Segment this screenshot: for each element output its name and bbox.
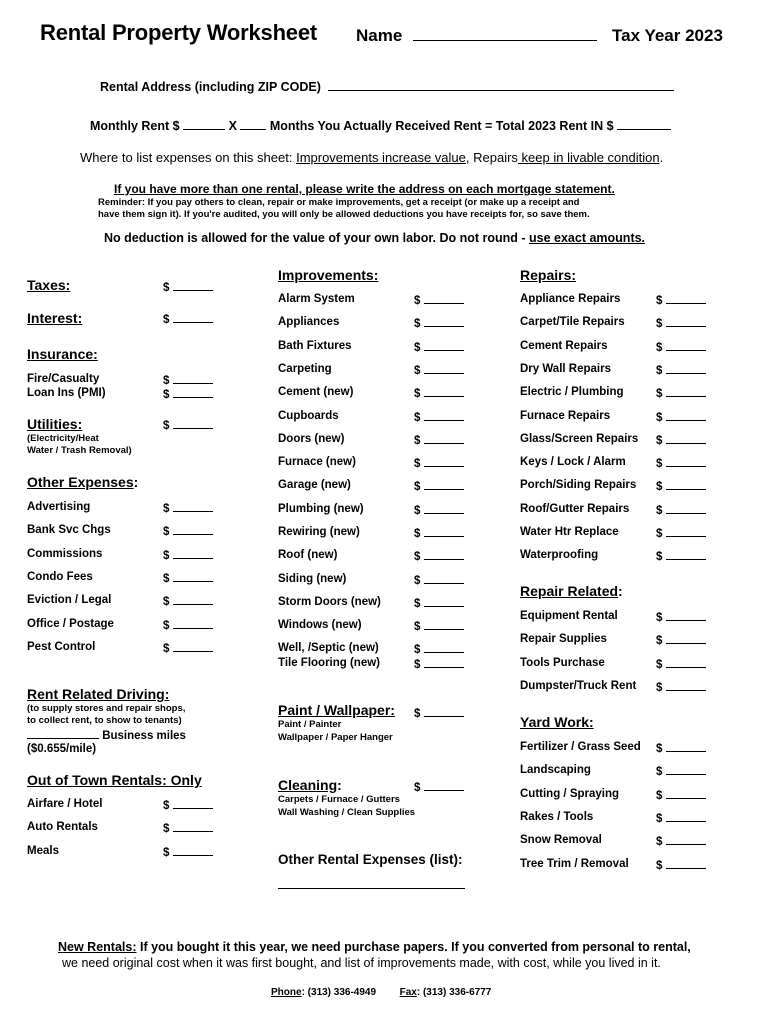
- tile-flooring-new-label: Tile Flooring (new): [278, 657, 381, 669]
- alarm-system-amount: $: [414, 293, 464, 307]
- cleaning-blank[interactable]: [424, 780, 464, 791]
- monthly-rent-blank[interactable]: [183, 119, 225, 130]
- eviction-legal-label: Eviction / Legal: [27, 594, 112, 606]
- meals-label: Meals: [27, 845, 59, 857]
- paint-heading: Paint / Wallpaper:: [278, 702, 395, 718]
- cupboards-label: Cupboards: [278, 410, 339, 422]
- paint-note-2: Wallpaper / Paper Hanger: [278, 732, 393, 743]
- roof-gutter-repairs-blank[interactable]: [666, 503, 706, 514]
- electric-plumbing-blank[interactable]: [666, 386, 706, 397]
- advertising-amount: $: [163, 501, 213, 515]
- snow-removal-label: Snow Removal: [520, 834, 602, 846]
- cement-new-label: Cement (new): [278, 386, 354, 398]
- cutting-spraying-label: Cutting / Spraying: [520, 788, 620, 800]
- tile-flooring-new-blank[interactable]: [424, 657, 464, 668]
- other-rental-blank[interactable]: [278, 878, 465, 889]
- fire-blank[interactable]: [173, 373, 213, 384]
- other-rental-heading: Other Rental Expenses (list):: [278, 852, 463, 867]
- new-rentals-line-2: we need original cost when it was first bought, and list of improvements made, with cost, while you lived in it.: [62, 956, 661, 970]
- miles-blank[interactable]: [27, 728, 99, 739]
- pest-control-blank[interactable]: [173, 641, 213, 652]
- carpet-tile-repairs-label: Carpet/Tile Repairs: [520, 316, 625, 328]
- cement-repairs-amount: $: [656, 340, 706, 354]
- plumbing-new-amount: $: [414, 503, 464, 517]
- alarm-system-blank[interactable]: [424, 293, 464, 304]
- rental-address-line: Rental Address (including ZIP CODE): [100, 80, 674, 94]
- dry-wall-repairs-amount: $: [656, 363, 706, 377]
- where-to-list: Where to list expenses on this sheet: Improvements increase value, Repairs keep in livable condition.: [80, 150, 664, 165]
- no-deduction-note: No deduction is allowed for the value of your own labor. Do not round - use exact amounts.: [104, 231, 646, 245]
- water-htr-replace-label: Water Htr Replace: [520, 526, 619, 538]
- electric-plumbing-label: Electric / Plumbing: [520, 386, 624, 398]
- taxes-heading: Taxes:: [27, 277, 71, 293]
- driving-heading: Rent Related Driving:: [27, 686, 170, 702]
- name-label: Name: [356, 26, 597, 46]
- siding-new-amount: $: [414, 573, 464, 587]
- cleaning-note-1: Carpets / Furnace / Gutters: [278, 794, 400, 805]
- other-expenses-heading: Other Expenses:: [27, 474, 139, 490]
- equipment-rental-blank[interactable]: [666, 610, 706, 621]
- auto-rentals-blank[interactable]: [173, 821, 213, 832]
- bath-fixtures-blank[interactable]: [424, 340, 464, 351]
- porch-siding-repairs-amount: $: [656, 479, 706, 493]
- yard-heading: Yard Work:: [520, 714, 594, 730]
- windows-new-label: Windows (new): [278, 619, 362, 631]
- loan-ins-blank[interactable]: [173, 387, 213, 398]
- eviction-legal-amount: $: [163, 594, 213, 608]
- equipment-rental-amount: $: [656, 610, 706, 624]
- tools-purchase-amount: $: [656, 657, 706, 671]
- keys-lock-alarm-blank[interactable]: [666, 456, 706, 467]
- page-title: Rental Property Worksheet: [40, 20, 318, 45]
- equipment-rental-label: Equipment Rental: [520, 610, 618, 622]
- repairs-heading: Repairs:: [520, 267, 577, 283]
- condo-fees-amount: $: [163, 571, 213, 585]
- windows-new-amount: $: [414, 619, 464, 633]
- cupboards-blank[interactable]: [424, 410, 464, 421]
- meals-amount: $: [163, 845, 213, 859]
- total-rent-blank[interactable]: [617, 119, 671, 130]
- tree-trim-removal-amount: $: [656, 858, 706, 872]
- more-than-one-note: If you have more than one rental, please write the address on each mortgage statement.: [114, 182, 615, 196]
- appliances-label: Appliances: [278, 316, 340, 328]
- landscaping-amount: $: [656, 764, 706, 778]
- reminder-line-1: Reminder: If you pay others to clean, repair or make improvements, get a receipt (or make up a receipt and: [98, 197, 580, 208]
- landscaping-label: Landscaping: [520, 764, 591, 776]
- tools-purchase-blank[interactable]: [666, 657, 706, 668]
- well-septic-new-blank[interactable]: [424, 642, 464, 653]
- porch-siding-repairs-label: Porch/Siding Repairs: [520, 479, 637, 491]
- office-postage-blank[interactable]: [173, 618, 213, 629]
- glass-screen-repairs-blank[interactable]: [666, 433, 706, 444]
- months-blank[interactable]: [240, 119, 266, 130]
- furnace-new-label: Furnace (new): [278, 456, 356, 468]
- roof-new-blank[interactable]: [424, 549, 464, 560]
- well-septic-new-amount: $: [414, 642, 464, 656]
- roof-new-amount: $: [414, 549, 464, 563]
- landscaping-blank[interactable]: [666, 764, 706, 775]
- fertilizer-grass-seed-amount: $: [656, 741, 706, 755]
- waterproofing-label: Waterproofing: [520, 549, 599, 561]
- utilities-note-2: Water / Trash Removal): [27, 445, 132, 456]
- eviction-legal-blank[interactable]: [173, 594, 213, 605]
- keys-lock-alarm-amount: $: [656, 456, 706, 470]
- commissions-amount: $: [163, 548, 213, 562]
- dumpster-truck-rent-blank[interactable]: [666, 680, 706, 691]
- mileage-rate: ($0.655/mile): [27, 743, 97, 755]
- paint-amount: $: [414, 706, 464, 720]
- repair-supplies-label: Repair Supplies: [520, 633, 607, 645]
- bank-svc-chgs-amount: $: [163, 524, 213, 538]
- cleaning-heading: Cleaning:: [278, 777, 342, 793]
- windows-new-blank[interactable]: [424, 619, 464, 630]
- condo-fees-label: Condo Fees: [27, 571, 93, 583]
- appliances-blank[interactable]: [424, 316, 464, 327]
- cutting-spraying-blank[interactable]: [666, 788, 706, 799]
- new-rentals-line-1: New Rentals: If you bought it this year, we need purchase papers. If you converted from personal to rental,: [58, 940, 691, 954]
- glass-screen-repairs-label: Glass/Screen Repairs: [520, 433, 639, 445]
- dumpster-truck-rent-amount: $: [656, 680, 706, 694]
- plumbing-new-label: Plumbing (new): [278, 503, 364, 515]
- bath-fixtures-label: Bath Fixtures: [278, 340, 352, 352]
- taxes-amount: $: [163, 280, 213, 294]
- tree-trim-removal-blank[interactable]: [666, 858, 706, 869]
- interest-amount: $: [163, 312, 213, 326]
- bank-svc-chgs-label: Bank Svc Chgs: [27, 524, 111, 536]
- cement-new-amount: $: [414, 386, 464, 400]
- rewiring-new-amount: $: [414, 526, 464, 540]
- name-blank[interactable]: [413, 30, 597, 41]
- garage-new-label: Garage (new): [278, 479, 351, 491]
- advertising-blank[interactable]: [173, 501, 213, 512]
- tile-flooring-new-amount: $: [414, 657, 464, 671]
- storm-doors-new-label: Storm Doors (new): [278, 596, 381, 608]
- cutting-spraying-amount: $: [656, 788, 706, 802]
- furnace-repairs-label: Furnace Repairs: [520, 410, 611, 422]
- repair-supplies-amount: $: [656, 633, 706, 647]
- fire-casualty-amount: $: [163, 373, 213, 387]
- porch-siding-repairs-blank[interactable]: [666, 479, 706, 490]
- airfare-hotel-amount: $: [163, 798, 213, 812]
- commissions-label: Commissions: [27, 548, 103, 560]
- carpeting-amount: $: [414, 363, 464, 377]
- snow-removal-blank[interactable]: [666, 834, 706, 845]
- appliance-repairs-blank[interactable]: [666, 293, 706, 304]
- cleaning-amount: $: [414, 780, 464, 794]
- furnace-new-amount: $: [414, 456, 464, 470]
- auto-rentals-label: Auto Rentals: [27, 821, 98, 833]
- cement-new-blank[interactable]: [424, 386, 464, 397]
- loan-ins-amount: $: [163, 387, 213, 401]
- garage-new-blank[interactable]: [424, 479, 464, 490]
- rakes-tools-blank[interactable]: [666, 811, 706, 822]
- office-postage-label: Office / Postage: [27, 618, 114, 630]
- office-postage-amount: $: [163, 618, 213, 632]
- contact-line: Phone: (313) 336-4949 Fax: (313) 336-6777: [271, 987, 492, 998]
- address-blank[interactable]: [328, 80, 674, 91]
- reminder-line-2: have them sign it). If you're audited, you will only be allowed deductions you have receipts for, so save them.: [98, 209, 590, 220]
- carpet-tile-repairs-amount: $: [656, 316, 706, 330]
- siding-new-label: Siding (new): [278, 573, 347, 585]
- plumbing-new-blank[interactable]: [424, 503, 464, 514]
- roof-new-label: Roof (new): [278, 549, 338, 561]
- furnace-new-blank[interactable]: [424, 456, 464, 467]
- roof-gutter-repairs-label: Roof/Gutter Repairs: [520, 503, 630, 515]
- appliance-repairs-amount: $: [656, 293, 706, 307]
- utilities-amount: $: [163, 418, 213, 432]
- advertising-label: Advertising: [27, 501, 91, 513]
- carpeting-blank[interactable]: [424, 363, 464, 374]
- well-septic-new-label: Well, /Septic (new): [278, 642, 379, 654]
- doors-new-blank[interactable]: [424, 433, 464, 444]
- glass-screen-repairs-amount: $: [656, 433, 706, 447]
- out-of-town-heading: Out of Town Rentals: Only: [27, 772, 202, 788]
- cement-repairs-label: Cement Repairs: [520, 340, 608, 352]
- rakes-tools-amount: $: [656, 811, 706, 825]
- fire-casualty-label: Fire/Casualty: [27, 373, 100, 385]
- fertilizer-grass-seed-blank[interactable]: [666, 741, 706, 752]
- pest-control-amount: $: [163, 641, 213, 655]
- water-htr-replace-blank[interactable]: [666, 526, 706, 537]
- snow-removal-amount: $: [656, 834, 706, 848]
- monthly-rent-line: Monthly Rent $ X Months You Actually Received Rent = Total 2023 Rent IN $: [90, 119, 671, 133]
- garage-new-amount: $: [414, 479, 464, 493]
- tree-trim-removal-label: Tree Trim / Removal: [520, 858, 629, 870]
- interest-blank[interactable]: [173, 312, 213, 323]
- waterproofing-amount: $: [656, 549, 706, 563]
- waterproofing-blank[interactable]: [666, 549, 706, 560]
- rewiring-new-label: Rewiring (new): [278, 526, 360, 538]
- commissions-blank[interactable]: [173, 548, 213, 559]
- roof-gutter-repairs-amount: $: [656, 503, 706, 517]
- utilities-heading: Utilities:: [27, 416, 83, 432]
- airfare-hotel-label: Airfare / Hotel: [27, 798, 103, 810]
- appliance-repairs-label: Appliance Repairs: [520, 293, 621, 305]
- driving-note-1: (to supply stores and repair shops,: [27, 703, 186, 714]
- keys-lock-alarm-label: Keys / Lock / Alarm: [520, 456, 626, 468]
- repair-related-heading: Repair Related:: [520, 583, 623, 599]
- alarm-system-label: Alarm System: [278, 293, 355, 305]
- utilities-blank[interactable]: [173, 418, 213, 429]
- condo-fees-blank[interactable]: [173, 571, 213, 582]
- meals-blank[interactable]: [173, 845, 213, 856]
- dumpster-truck-rent-label: Dumpster/Truck Rent: [520, 680, 637, 692]
- bank-svc-chgs-blank[interactable]: [173, 524, 213, 535]
- cupboards-amount: $: [414, 410, 464, 424]
- paint-note-1: Paint / Painter: [278, 719, 342, 730]
- paint-blank[interactable]: [424, 706, 464, 717]
- auto-rentals-amount: $: [163, 821, 213, 835]
- water-htr-replace-amount: $: [656, 526, 706, 540]
- dry-wall-repairs-label: Dry Wall Repairs: [520, 363, 611, 375]
- carpet-tile-repairs-blank[interactable]: [666, 316, 706, 327]
- fertilizer-grass-seed-label: Fertilizer / Grass Seed: [520, 741, 641, 753]
- storm-doors-new-amount: $: [414, 596, 464, 610]
- storm-doors-new-blank[interactable]: [424, 596, 464, 607]
- electric-plumbing-amount: $: [656, 386, 706, 400]
- tax-year: Tax Year 2023: [612, 26, 723, 45]
- furnace-repairs-amount: $: [656, 410, 706, 424]
- repair-supplies-blank[interactable]: [666, 633, 706, 644]
- loan-ins-label: Loan Ins (PMI): [27, 387, 106, 399]
- taxes-blank[interactable]: [173, 280, 213, 291]
- bath-fixtures-amount: $: [414, 340, 464, 354]
- tools-purchase-label: Tools Purchase: [520, 657, 605, 669]
- doors-new-label: Doors (new): [278, 433, 345, 445]
- appliances-amount: $: [414, 316, 464, 330]
- rewiring-new-blank[interactable]: [424, 526, 464, 537]
- airfare-hotel-blank[interactable]: [173, 798, 213, 809]
- improvements-heading: Improvements:: [278, 267, 379, 283]
- rakes-tools-label: Rakes / Tools: [520, 811, 594, 823]
- furnace-repairs-blank[interactable]: [666, 410, 706, 421]
- dry-wall-repairs-blank[interactable]: [666, 363, 706, 374]
- siding-new-blank[interactable]: [424, 573, 464, 584]
- cement-repairs-blank[interactable]: [666, 340, 706, 351]
- pest-control-label: Pest Control: [27, 641, 96, 653]
- insurance-heading: Insurance:: [27, 346, 98, 362]
- business-miles: Business miles: [27, 728, 186, 742]
- utilities-note-1: (Electricity/Heat: [27, 433, 99, 444]
- driving-note-2: to collect rent, to show to tenants): [27, 715, 182, 726]
- doors-new-amount: $: [414, 433, 464, 447]
- cleaning-note-2: Wall Washing / Clean Supplies: [278, 807, 416, 818]
- carpeting-label: Carpeting: [278, 363, 332, 375]
- interest-heading: Interest:: [27, 310, 83, 326]
